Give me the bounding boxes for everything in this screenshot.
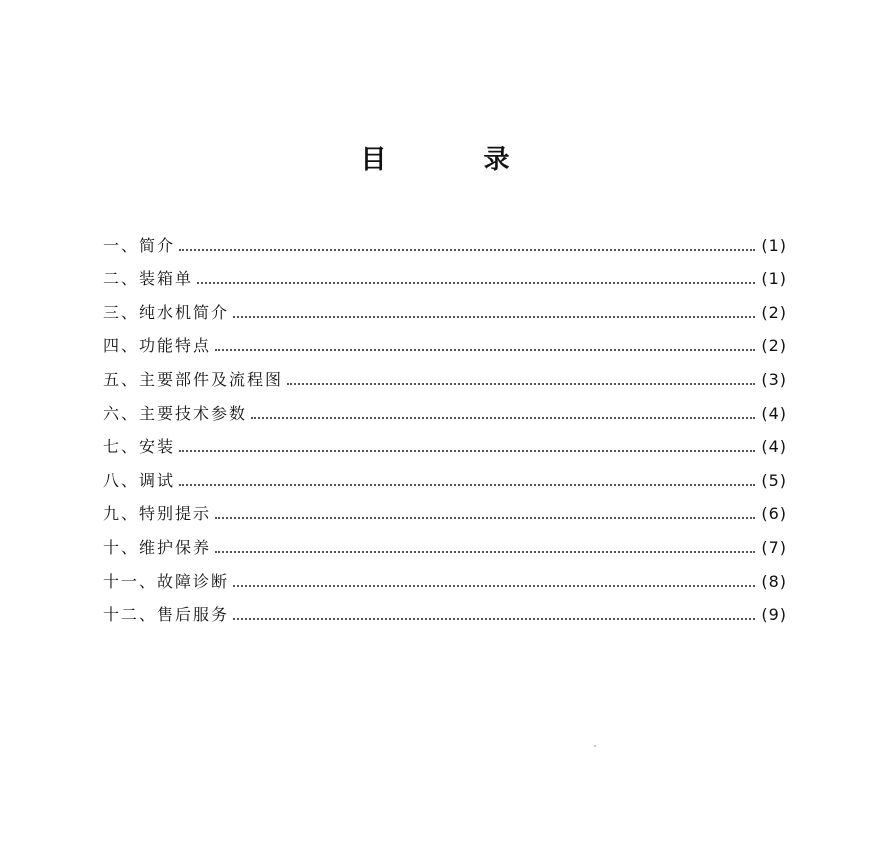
toc-entry-label: 二、装箱单 [103, 269, 194, 289]
toc-entry-label: 一、简介 [103, 235, 176, 255]
toc-entry-page: (4) [761, 437, 787, 457]
toc-entry-label: 七、安装 [103, 437, 176, 457]
toc-title: 目 录 [360, 145, 554, 175]
toc-list [103, 222, 787, 625]
toc-entry-label: 八、调试 [103, 470, 176, 490]
toc-leader-dots [215, 348, 755, 351]
toc-entry [103, 323, 787, 357]
toc-entry-label: 十、维护保养 [103, 537, 212, 557]
toc-leader-dots [251, 416, 755, 419]
toc-entry [103, 524, 787, 558]
toc-entry-label: 六、主要技术参数 [103, 403, 248, 423]
toc-entry-label: 十一、故障诊断 [103, 571, 230, 591]
toc-entry-page: (7) [761, 537, 787, 557]
toc-entry-page: (6) [761, 504, 787, 524]
toc-entry [103, 457, 787, 491]
toc-entry-label: 三、纯水机简介 [103, 302, 230, 322]
toc-leader-dots [179, 449, 755, 452]
toc-entry-label: 九、特别提示 [103, 504, 212, 524]
toc-entry-page: (3) [761, 369, 787, 389]
toc-entry-page: (5) [761, 470, 787, 490]
toc-entry-label: 十二、售后服务 [103, 605, 230, 625]
toc-entry [103, 424, 787, 458]
toc-leader-dots [197, 281, 755, 284]
toc-entry [103, 356, 787, 390]
toc-leader-dots [179, 483, 755, 486]
toc-entry-page: (1) [761, 269, 787, 289]
toc-entry-page: (8) [761, 571, 787, 591]
toc-leader-dots [215, 516, 755, 519]
toc-leader-dots [233, 584, 755, 587]
toc-entry [103, 256, 787, 290]
toc-leader-dots [287, 382, 755, 385]
toc-leader-dots [179, 248, 755, 251]
toc-entry-label: 四、功能特点 [103, 336, 212, 356]
toc-entry-label: 五、主要部件及流程图 [103, 369, 284, 389]
toc-entry-page: (1) [761, 235, 787, 255]
toc-entry-page: (9) [761, 605, 787, 625]
scan-speck [594, 745, 596, 747]
toc-entry [103, 390, 787, 424]
toc-entry [103, 222, 787, 256]
toc-leader-dots [215, 550, 755, 553]
toc-entry-page: (2) [761, 336, 787, 356]
toc-entry-page: (4) [761, 403, 787, 423]
toc-entry [103, 491, 787, 525]
toc-leader-dots [233, 315, 755, 318]
toc-entry-page: (2) [761, 302, 787, 322]
toc-entry [103, 592, 787, 626]
toc-leader-dots [233, 617, 755, 620]
toc-entry [103, 558, 787, 592]
toc-entry [103, 289, 787, 323]
